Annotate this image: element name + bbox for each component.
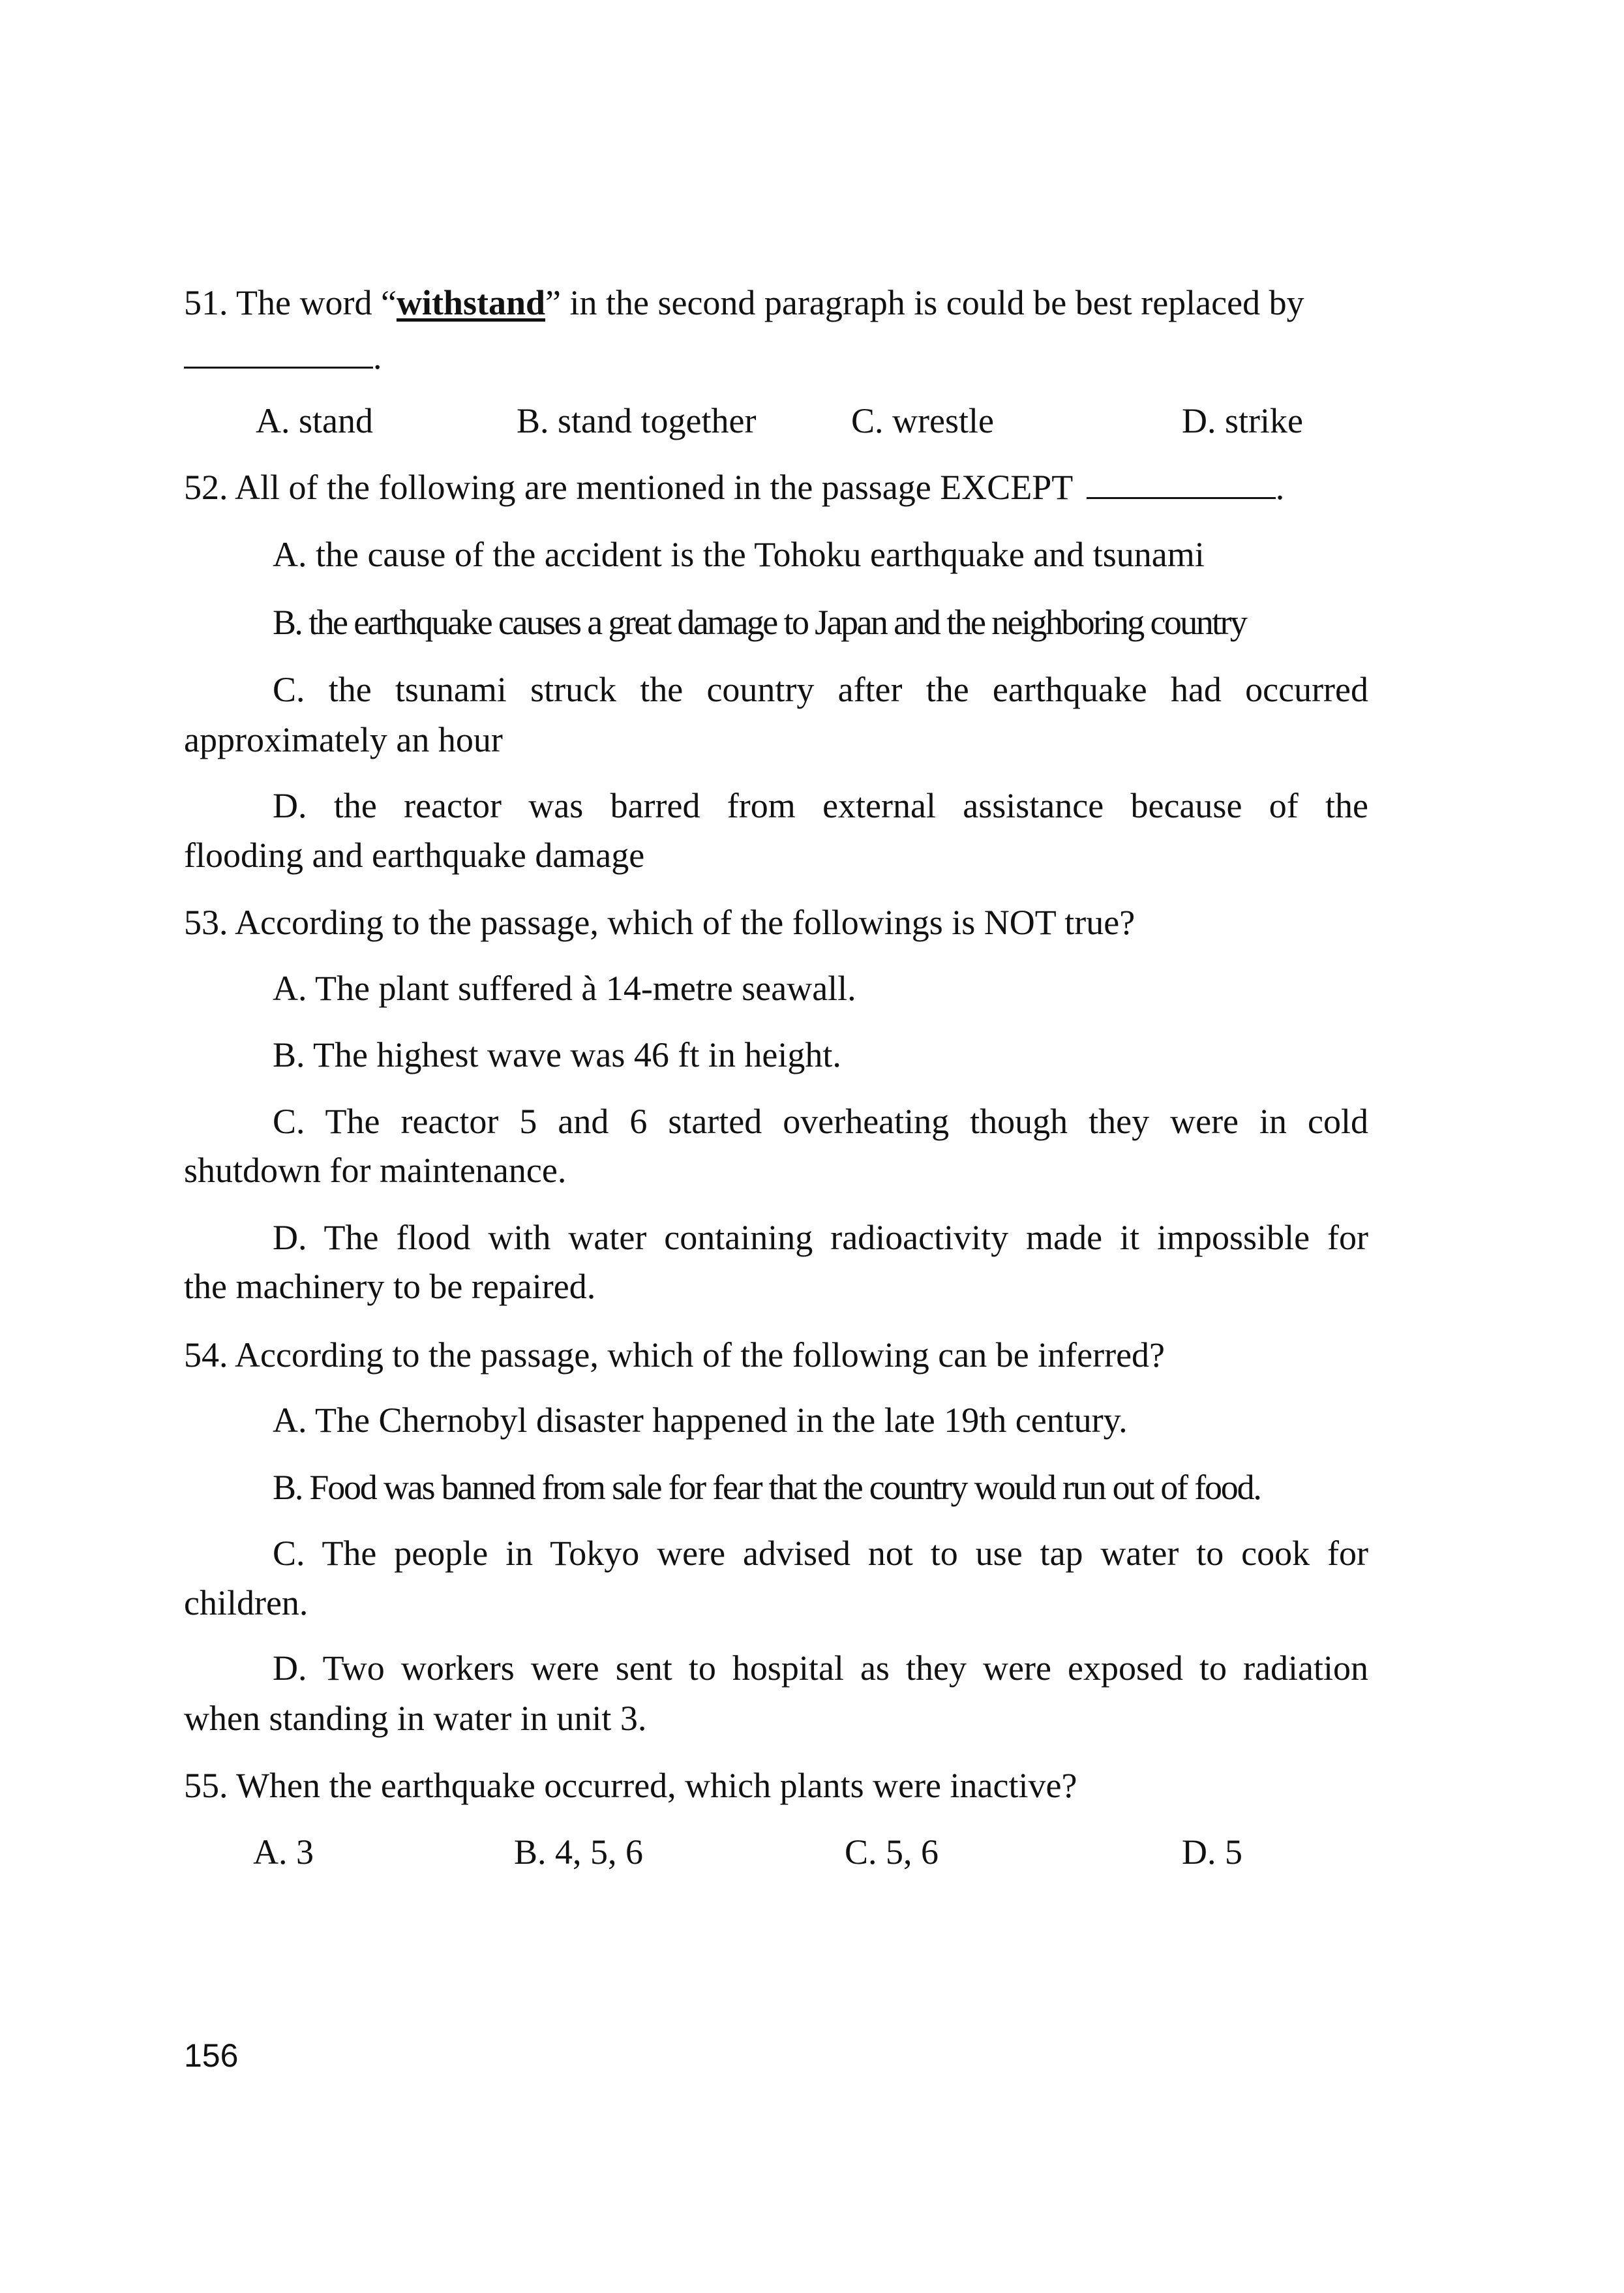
q51-blank-line (184, 367, 373, 369)
q51-answer-blank (184, 339, 382, 374)
q54-option-b: B. Food was banned from sale for fear that the country would run out of food. (273, 1468, 1261, 1507)
q52-option-d-line1: D. the reactor was barred from external assistance because of the (273, 786, 1368, 825)
q52-option-b: B. the earthquake causes a great damage to Japan and the neighboring country (273, 603, 1246, 642)
q54-stem: 54. According to the passage, which of the following can be inferred? (184, 1335, 1165, 1374)
q51-stem (184, 285, 1304, 320)
q54-option-d-line2: when standing in water in unit 3. (184, 1699, 647, 1738)
q52-stem-text: 52. All of the following are mentioned in the passage EXCEPT (184, 468, 1073, 507)
q54-option-a: A. The Chernobyl disaster happened in the late 19th century. (273, 1401, 1128, 1440)
q52-blank-line (1087, 497, 1276, 499)
q54-option-c-line1: C. The people in Tokyo were advised not to use tap water to cook for (273, 1534, 1368, 1573)
q53-option-a: A. The plant suffered à 14-metre seawall. (273, 969, 856, 1008)
q51-option-a: A. stand (256, 401, 373, 440)
q51-option-c: C. wrestle (851, 401, 994, 440)
q51-stem-before: 51. The word “ (184, 283, 397, 322)
q55-option-d: D. 5 (1182, 1832, 1242, 1872)
q55-option-c: C. 5, 6 (845, 1832, 939, 1872)
q55-option-b: B. 4, 5, 6 (514, 1832, 644, 1872)
q52-blank-period: . (1275, 468, 1285, 507)
q53-stem: 53. According to the passage, which of the followings is NOT true? (184, 903, 1135, 942)
q52-option-c-line2: approximately an hour (184, 720, 503, 759)
page-number: 156 (184, 2037, 239, 2074)
q53-option-c-line1: C. The reactor 5 and 6 started overheating though they were in cold (273, 1102, 1368, 1141)
q52-option-a: A. the cause of the accident is the Tohoku earthquake and tsunami (273, 535, 1205, 574)
q52-option-c-line1: C. the tsunami struck the country after the earthquake had occurred (273, 670, 1368, 709)
q54-option-c-line2: children. (184, 1583, 308, 1622)
q55-stem: 55. When the earthquake occurred, which plants were inactive? (184, 1766, 1077, 1805)
q53-option-b: B. The highest wave was 46 ft in height. (273, 1035, 841, 1074)
q54-option-d-line1: D. Two workers were sent to hospital as they were exposed to radiation (273, 1648, 1368, 1688)
q53-option-d-line2: the machinery to be repaired. (184, 1267, 596, 1306)
q53-option-d-line1: D. The flood with water containing radioactivity made it impossible for (273, 1218, 1368, 1257)
q52-option-d-line2: flooding and earthquake damage (184, 836, 645, 875)
q52-stem (184, 470, 1284, 505)
q51-blank-period: . (373, 337, 382, 376)
q55-option-a: A. 3 (253, 1832, 314, 1872)
q51-keyword: withstand (396, 283, 546, 322)
q53-option-c-line2: shutdown for maintenance. (184, 1151, 567, 1190)
q51-option-d: D. strike (1182, 401, 1303, 440)
q51-stem-after: ” in the second paragraph is could be best replaced by (545, 283, 1304, 322)
q51-option-b: B. stand together (517, 401, 757, 440)
